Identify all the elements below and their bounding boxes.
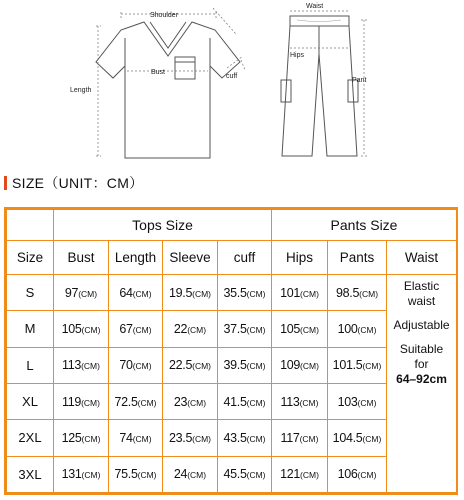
unit-label: (CM) (357, 397, 377, 408)
hips-label: Hips (290, 52, 305, 59)
sleeve-cell (163, 383, 218, 419)
pants-cell (328, 420, 387, 456)
sleeve-value: 22.5 (168, 358, 193, 373)
hips-value: 113 (280, 394, 300, 409)
cuff-cell (218, 456, 272, 492)
pants-cell (328, 383, 387, 419)
unit-label: (CM) (81, 397, 100, 408)
col-header-size: Size (7, 241, 54, 275)
size-table-body (7, 275, 457, 493)
sleeve-value: 22 (173, 321, 188, 336)
pants-value: 106 (337, 467, 358, 482)
size-table-container (4, 207, 458, 495)
size-unit-heading: SIZE（UNIT：CM） (12, 175, 144, 191)
sleeve-cell (163, 275, 218, 311)
pants-value: 104.5 (332, 430, 363, 445)
unit-label: (CM) (246, 288, 266, 299)
unit-label: (CM) (246, 433, 266, 444)
title-accent-bar (4, 176, 7, 190)
length-cell (109, 347, 163, 383)
group-header-row (7, 210, 457, 241)
hips-cell (272, 420, 328, 456)
garment-diagram (0, 0, 464, 170)
waist-note-line4: Suitable (399, 342, 444, 356)
unit-label: (CM) (78, 288, 98, 299)
pants-cell (328, 347, 387, 383)
unit-label: (CM) (246, 361, 266, 372)
bust-value: 119 (62, 394, 82, 409)
unit-label: (CM) (81, 470, 101, 481)
sleeve-cell (163, 347, 218, 383)
waist-note-spacer (387, 333, 456, 342)
bust-cell (54, 311, 109, 347)
hips-value: 101 (280, 285, 301, 300)
hips-cell (272, 311, 328, 347)
cuff-value: 39.5 (223, 358, 247, 373)
column-header-row (7, 241, 457, 275)
unit-label: (CM) (357, 470, 377, 481)
bust-cell (54, 420, 109, 456)
length-cell (109, 383, 163, 419)
sleeve-value: 24 (173, 467, 188, 482)
hips-cell (272, 456, 328, 492)
bust-value: 113 (62, 358, 82, 373)
col-header-bust: Bust (54, 241, 109, 275)
unit-label: (CM) (132, 324, 152, 335)
length-label: Length (70, 87, 92, 94)
hips-value: 117 (280, 430, 300, 445)
unit-label: (CM) (300, 324, 319, 335)
col-header-hips: Hips (272, 241, 328, 275)
pants-value: 101.5 (332, 358, 363, 373)
hips-value: 121 (280, 467, 301, 482)
tops-size-header: Tops Size (54, 210, 272, 241)
cuff-value: 43.5 (223, 430, 247, 445)
unit-label: (CM) (299, 433, 319, 444)
col-header-length: Length (109, 241, 163, 275)
unit-label: (CM) (192, 288, 212, 299)
length-value: 64 (119, 285, 133, 300)
size-cell: S (7, 275, 54, 311)
cuff-cell (218, 383, 272, 419)
size-section-title (4, 174, 143, 192)
unit-label: (CM) (359, 288, 379, 299)
length-value: 70 (119, 358, 133, 373)
unit-label: (CM) (192, 361, 212, 372)
length-cell (109, 456, 163, 492)
shirt-drawing (96, 22, 240, 158)
waist-note-cell (387, 275, 457, 493)
cuff-value: 35.5 (223, 285, 247, 300)
unit-label: (CM) (137, 397, 157, 408)
unit-label: (CM) (81, 361, 100, 372)
size-cell: L (7, 347, 54, 383)
size-cell: M (7, 311, 54, 347)
size-table (6, 209, 457, 493)
unit-label: (CM) (132, 361, 152, 372)
unit-label: (CM) (300, 470, 319, 481)
size-cell: 2XL (7, 420, 54, 456)
waist-note-line5: for (414, 357, 429, 371)
bust-cell (54, 383, 109, 419)
cuff-value: 45.5 (223, 467, 247, 482)
empty-corner-cell (7, 210, 54, 241)
bust-cell (54, 456, 109, 492)
unit-label: (CM) (81, 433, 101, 444)
length-value: 75.5 (114, 467, 138, 482)
cuff-cell (218, 311, 272, 347)
unit-label: (CM) (362, 433, 382, 444)
pants-size-header: Pants Size (272, 210, 457, 241)
pants-value: 98.5 (336, 285, 360, 300)
bust-value: 97 (64, 285, 79, 300)
unit-label: (CM) (246, 324, 266, 335)
cuff-label: cuff (226, 73, 238, 80)
shirt-measure-lines (96, 8, 245, 156)
size-cell: 3XL (7, 456, 54, 492)
unit-label: (CM) (362, 361, 382, 372)
length-cell (109, 420, 163, 456)
unit-label: (CM) (187, 470, 207, 481)
hips-cell (272, 347, 328, 383)
waist-note-line6: 64–92cm (396, 372, 447, 386)
unit-label: (CM) (300, 288, 319, 299)
col-header-cuff: cuff (218, 241, 272, 275)
sleeve-cell (163, 311, 218, 347)
length-cell (109, 311, 163, 347)
bust-label: Bust (151, 69, 166, 76)
unit-label: (CM) (246, 470, 266, 481)
unit-label: (CM) (132, 433, 152, 444)
unit-label: (CM) (299, 397, 319, 408)
cuff-cell (218, 347, 272, 383)
unit-label: (CM) (300, 361, 319, 372)
hips-cell (272, 275, 328, 311)
hips-value: 105 (280, 321, 301, 336)
cuff-cell (218, 420, 272, 456)
sleeve-value: 23 (173, 394, 188, 409)
cuff-value: 37.5 (223, 321, 247, 336)
unit-label: (CM) (246, 397, 266, 408)
length-cell (109, 275, 163, 311)
shoulder-label: Shoulder (150, 12, 179, 19)
unit-label: (CM) (187, 324, 207, 335)
col-header-waist: Waist (387, 241, 457, 275)
col-header-sleeve: Sleeve (163, 241, 218, 275)
table-row (7, 275, 457, 311)
bust-value: 125 (61, 430, 82, 445)
pants-value: 100 (337, 321, 358, 336)
sleeve-cell (163, 420, 218, 456)
sleeve-value: 23.5 (168, 430, 193, 445)
garment-illustration (0, 0, 464, 170)
pants-drawing (281, 16, 358, 156)
bust-cell (54, 347, 109, 383)
pants-cell (328, 456, 387, 492)
waist-note-line2: waist (407, 294, 436, 308)
pant-label: Pant (352, 77, 367, 84)
waist-label: Waist (306, 3, 324, 10)
unit-label: (CM) (137, 470, 157, 481)
sleeve-value: 19.5 (168, 285, 193, 300)
length-value: 67 (119, 321, 133, 336)
bust-value: 105 (61, 321, 82, 336)
length-value: 74 (119, 430, 133, 445)
cuff-cell (218, 275, 272, 311)
pants-cell (328, 311, 387, 347)
pants-value: 103 (337, 394, 358, 409)
waist-note-line1: Elastic (403, 279, 440, 293)
bust-value: 131 (61, 467, 82, 482)
unit-label: (CM) (192, 433, 212, 444)
length-value: 72.5 (114, 394, 138, 409)
pants-cell (328, 275, 387, 311)
size-cell: XL (7, 383, 54, 419)
hips-value: 109 (280, 358, 301, 373)
unit-label: (CM) (81, 324, 101, 335)
sleeve-cell (163, 456, 218, 492)
col-header-pants: Pants (328, 241, 387, 275)
cuff-value: 41.5 (223, 394, 247, 409)
unit-label: (CM) (187, 397, 207, 408)
waist-note-spacer (387, 309, 456, 318)
bust-cell (54, 275, 109, 311)
unit-label: (CM) (132, 288, 152, 299)
unit-label: (CM) (357, 324, 377, 335)
waist-note-line3: Adjustable (393, 318, 450, 332)
hips-cell (272, 383, 328, 419)
